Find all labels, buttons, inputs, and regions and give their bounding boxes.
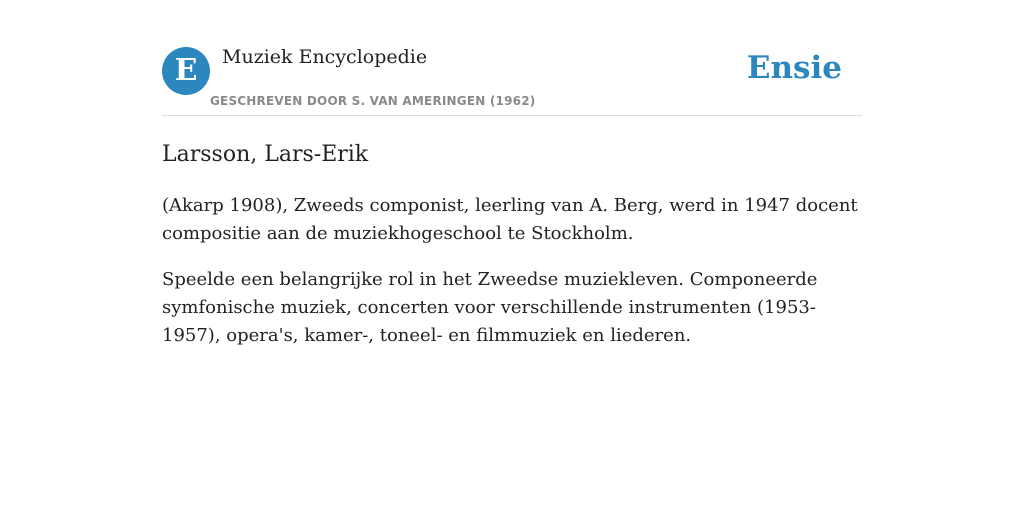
encyclopedia-title[interactable]: Muziek Encyclopedie — [222, 46, 428, 68]
header — [162, 40, 862, 116]
author-byline: GESCHREVEN DOOR S. VAN AMERINGEN (1962) — [210, 94, 536, 108]
article-paragraph: Speelde een belangrijke rol in het Zweedse muziekleven. Componeerde symfonische muziek, concerten voor verschillende instrumenten (1953-1957), opera's, kamer-, toneel- en filmmuziek en liederen. — [162, 269, 818, 346]
article-title: Larsson, Lars-Erik — [162, 142, 369, 167]
article-paragraph: (Akarp 1908), Zweeds componist, leerling van A. Berg, werd in 1947 docent compositie aan de muziekhogeschool te Stockholm. — [162, 195, 858, 244]
ensie-brand-logo[interactable]: Ensie — [746, 50, 842, 86]
article-card — [162, 40, 862, 350]
encyclopedia-logo[interactable]: E — [162, 47, 210, 95]
